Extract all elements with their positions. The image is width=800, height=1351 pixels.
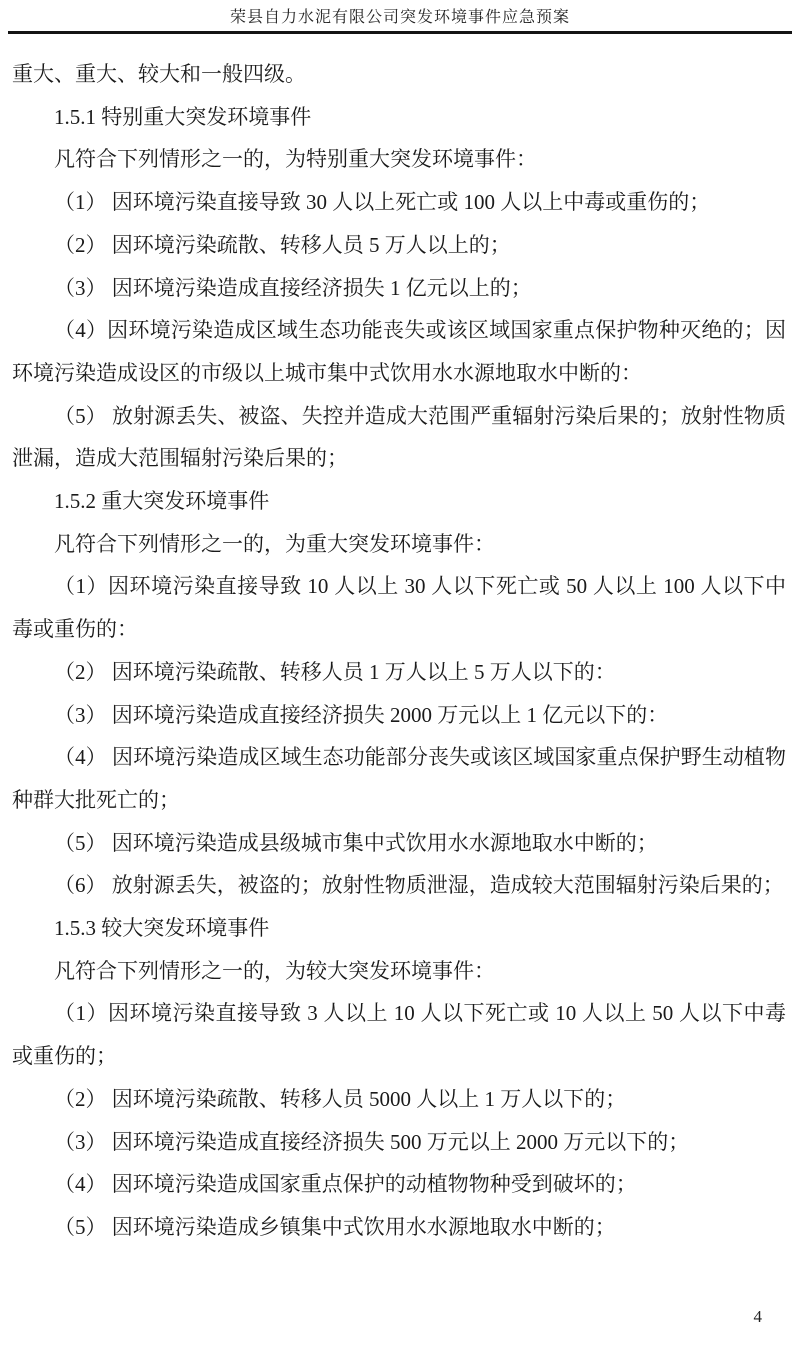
paragraph-intro: 凡符合下列情形之一的，为重大突发环境事件： [54, 531, 495, 556]
section-heading-1-5-3: 1.5.3 较大突发环境事件 [54, 916, 270, 941]
list-paragraph: （2） 因环境污染疏散、转移人员 5000 人以上 1 万人以下的； [54, 1086, 627, 1111]
section-heading-1-5-1: 1.5.1 特别重大突发环境事件 [54, 104, 312, 129]
list-paragraph: （1）因环境污染直接导致 3 人以上 10 人以下死亡或 10 人以上 50 人以下中毒或重伤的； [12, 1001, 786, 1069]
paragraph-intro: 凡符合下列情形之一的，为较大突发环境事件： [54, 958, 495, 983]
paragraph-intro: 凡符合下列情形之一的，为特别重大突发环境事件： [54, 147, 537, 172]
paragraph-continuation: 重大、重大、较大和一般四级。 [12, 62, 306, 86]
page-number: 4 [753, 1307, 762, 1326]
list-paragraph: （4） 因环境污染造成国家重点保护的动植物物种受到破坏的； [54, 1172, 637, 1197]
list-paragraph: （1） 因环境污染直接导致 30 人以上死亡或 100 人以上中毒或重伤的； [54, 190, 711, 215]
list-paragraph: （4） 因环境污染造成区域生态功能部分丧失或该区域国家重点保护野生动植物种群大批死亡的； [12, 745, 786, 812]
list-paragraph: （2） 因环境污染疏散、转移人员 5 万人以上的； [54, 232, 511, 257]
list-paragraph: （5） 因环境污染造成乡镇集中式饮用水水源地取水中断的； [54, 1214, 616, 1239]
list-paragraph: （6） 放射源丢失，被盗的；放射性物质泄湿，造成较大范围辐射污染后果的； [54, 873, 784, 898]
section-heading-1-5-2: 1.5.2 重大突发环境事件 [54, 489, 270, 514]
list-paragraph: （4）因环境污染造成区域生态功能丧失或该区域国家重点保护物种灭绝的；因环境污染造成设区的市级以上城市集中式饮用水水源地取水中断的： [12, 318, 786, 385]
list-paragraph: （5） 放射源丢失、被盗、失控并造成大范围严重辐射污染后果的；放射性物质泄漏，造成大范围辐射污染后果的； [12, 403, 786, 471]
list-paragraph: （1）因环境污染直接导致 10 人以上 30 人以下死亡或 50 人以上 100 人以下中毒或重伤的： [12, 574, 786, 642]
list-paragraph: （3） 因环境污染造成直接经济损失 1 亿元以上的； [54, 275, 532, 300]
list-paragraph: （3） 因环境污染造成直接经济损失 2000 万元以上 1 亿元以下的： [54, 702, 669, 727]
page-header [8, 0, 792, 34]
list-paragraph: （3） 因环境污染造成直接经济损失 500 万元以上 2000 万元以下的； [54, 1129, 690, 1154]
list-paragraph: （2） 因环境污染疏散、转移人员 1 万人以上 5 万人以下的： [54, 659, 616, 684]
header-title: 荣县自力水泥有限公司突发环境事件应急预案 [229, 9, 570, 26]
document-body [0, 34, 800, 1249]
list-paragraph: （5） 因环境污染造成县级城市集中式饮用水水源地取水中断的； [54, 830, 658, 855]
